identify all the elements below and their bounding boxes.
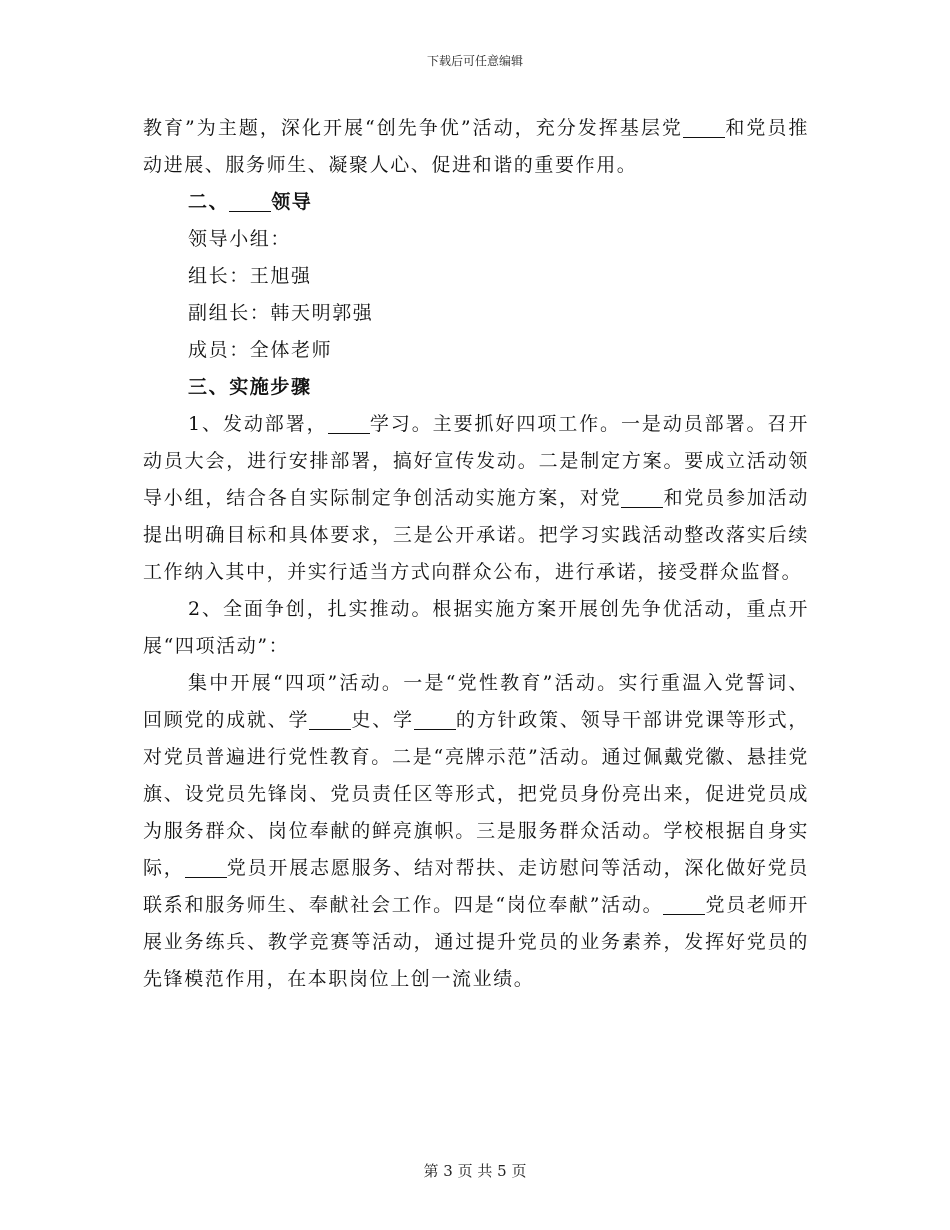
text-run: 学习。主要抓好四项工作。一是动员部署。召开动员大会，进行安排部署，搞好宣传发动。二是制定方案。要成立活动领导小组，结合各自实际制定争创活动实施方案，对党 (143, 413, 809, 509)
text-run: 党员开展志愿服务、结对帮扶、走访慰问等活动，深化做好党员联系和服务师生、奉献社会工作。四是“岗位奉献”活动。 (143, 857, 809, 916)
paragraph-four-activities (143, 665, 809, 998)
text-run: 领导 (271, 191, 313, 213)
text-run: 史、学 (351, 709, 414, 731)
text-run: 教育”为主题，深化开展“创先争优”活动，充分发挥基层党 (143, 117, 683, 139)
text-run: 二、 (188, 191, 230, 213)
fill-blank (309, 707, 351, 730)
fill-blank (663, 892, 705, 915)
paragraph-leadership-group: 领导小组： (188, 228, 292, 250)
document-body (143, 110, 809, 998)
fill-blank (328, 411, 370, 434)
paragraph-members: 成员：全体老师 (188, 339, 333, 361)
fill-blank (683, 115, 725, 138)
text-run: 和党员参加活动提出明确目标和具体要求，三是公开承诺。把学习实践活动整改落实后续工作纳入其中，并实行适当方式向群众公布，进行承诺，接受群众监督。 (143, 487, 809, 583)
fill-blank (185, 855, 227, 878)
fill-blank (621, 485, 663, 508)
section-heading-leadership (143, 184, 809, 221)
text-run: 集中开展“四项”活动。一是“党性教育”活动。实行重温入党誓词、回顾党的成就、学 (143, 672, 809, 731)
text-run: 的方针政策、领导干部讲党课等形式，对党员普遍进行党性教育。二是“亮牌示范”活动。通过佩戴党徽、悬挂党旗、设党员先锋岗、党员责任区等形式，把党员身份亮出来，促进党员成为服务群众、岗位奉献的鲜亮旗帜。三是服务群众活动。学校根据自身实际， (143, 709, 809, 879)
section-heading-steps: 三、实施步骤 (188, 376, 312, 398)
fill-blank (229, 189, 271, 212)
text-run: 党员老师开展业务练兵、教学竞赛等活动，通过提升党员的业务素养，发挥好党员的先锋模范作用，在本职岗位上创一流业绩。 (143, 894, 809, 990)
paragraph-step-1 (143, 406, 809, 591)
page-footer: 第 3 页 共 5 页 (423, 1162, 527, 1180)
text-run: 1、发动部署， (188, 413, 328, 435)
text-run: 和党员推动进展、服务师生、凝聚人心、促进和谐的重要作用。 (143, 117, 810, 176)
fill-blank (414, 707, 456, 730)
paragraph-group-leader: 组长：王旭强 (188, 265, 312, 287)
paragraph-deputy-leader: 副组长：韩天明郭强 (188, 302, 374, 324)
paragraph-step-2: 2、全面争创，扎实推动。根据实施方案开展创先争优活动，重点开展“四项活动”： (143, 598, 809, 657)
paragraph-intro (143, 110, 809, 184)
page-header: 下载后可任意编辑 (426, 54, 523, 68)
